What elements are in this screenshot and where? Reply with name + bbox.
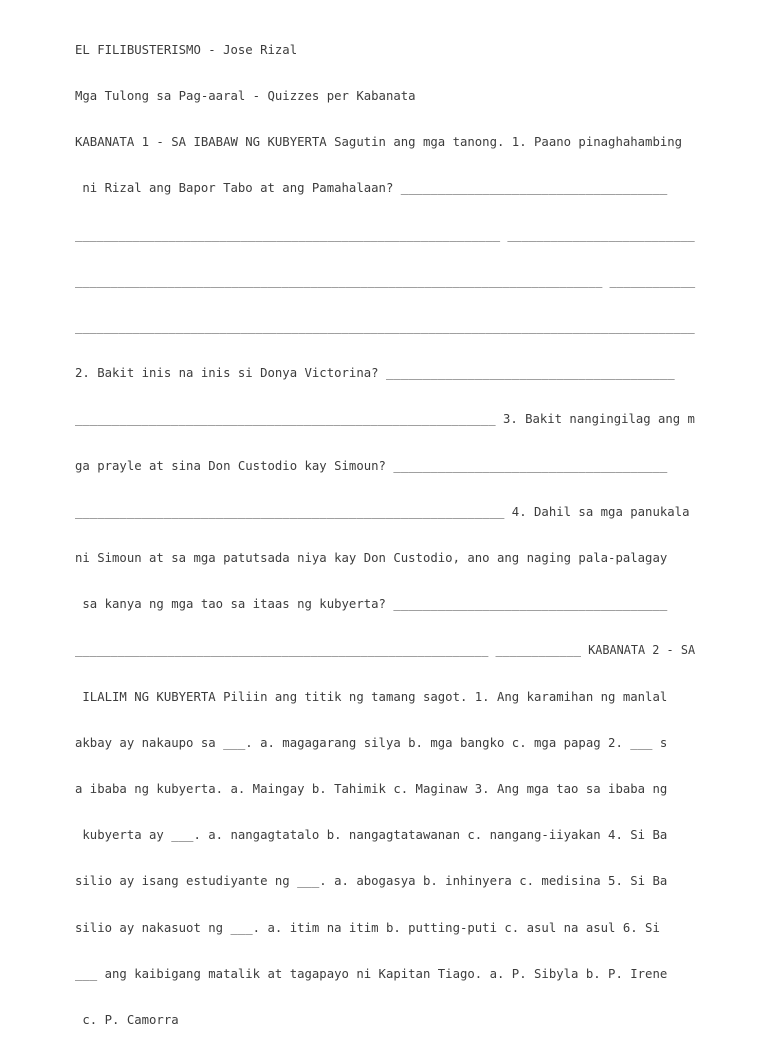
text-line: ______________________________________________________________________________________ [75, 320, 695, 335]
text-line: c. P. Camorra [75, 1013, 179, 1028]
text-line: sa kanya ng mga tao sa itaas ng kubyerta? _____________________________________ [75, 597, 668, 612]
text-line: a ibaba ng kubyerta. a. Maingay b. Tahimik c. Maginaw 3. Ang mga tao sa ibaba ng [75, 782, 668, 797]
document-body [75, 12, 695, 1044]
text-line: ILALIM NG KUBYERTA Piliin ang titik ng tamang sagot. 1. Ang karamihan ng manlal [75, 689, 668, 704]
text-line: __________________________________________________________________________ ____________ [75, 273, 696, 288]
text-line: kubyerta ay ___. a. nangagtatalo b. nangagtatawanan c. nangang-iiyakan 4. Si Ba [75, 828, 668, 843]
text-line: __________________________________________________________ ____________ KABANATA 2 - SA [75, 643, 696, 658]
text-line: KABANATA 1 - SA IBABAW NG KUBYERTA Sagutin ang mga tanong. 1. Paano pinaghahambing [75, 135, 683, 150]
text-line: 2. Bakit inis na inis si Donya Victorina? _______________________________________ [75, 366, 675, 381]
text-line: ___________________________________________________________ __________________________ [75, 227, 695, 242]
document-title: EL FILIBUSTERISMO - Jose Rizal [75, 42, 298, 57]
text-line: akbay ay nakaupo sa ___. a. magagarang silya b. mga bangko c. mga papag 2. ___ s [75, 735, 668, 750]
text-line: _________________________________________________________ 3. Bakit nangingilag ang m [75, 412, 695, 427]
document-subtitle: Mga Tulong sa Pag-aaral - Quizzes per Kabanata [75, 89, 416, 104]
text-line: __________________________________________________________ 4. Dahil sa mga panukala [75, 504, 690, 519]
text-line: silio ay nakasuot ng ___. a. itim na itim b. putting-puti c. asul na asul 6. Si [75, 920, 660, 935]
text-line: ga prayle at sina Don Custodio kay Simoun? _____________________________________ [75, 458, 668, 473]
text-line: ___ ang kaibigang matalik at tagapayo ni Kapitan Tiago. a. P. Sibyla b. P. Irene [75, 966, 668, 981]
text-line: ni Rizal ang Bapor Tabo at ang Pamahalaan? ____________________________________ [75, 181, 668, 196]
text-line: ni Simoun at sa mga patutsada niya kay Don Custodio, ano ang naging pala-palagay [75, 551, 668, 566]
text-line: silio ay isang estudiyante ng ___. a. abogasya b. inhinyera c. medisina 5. Si Ba [75, 874, 668, 889]
